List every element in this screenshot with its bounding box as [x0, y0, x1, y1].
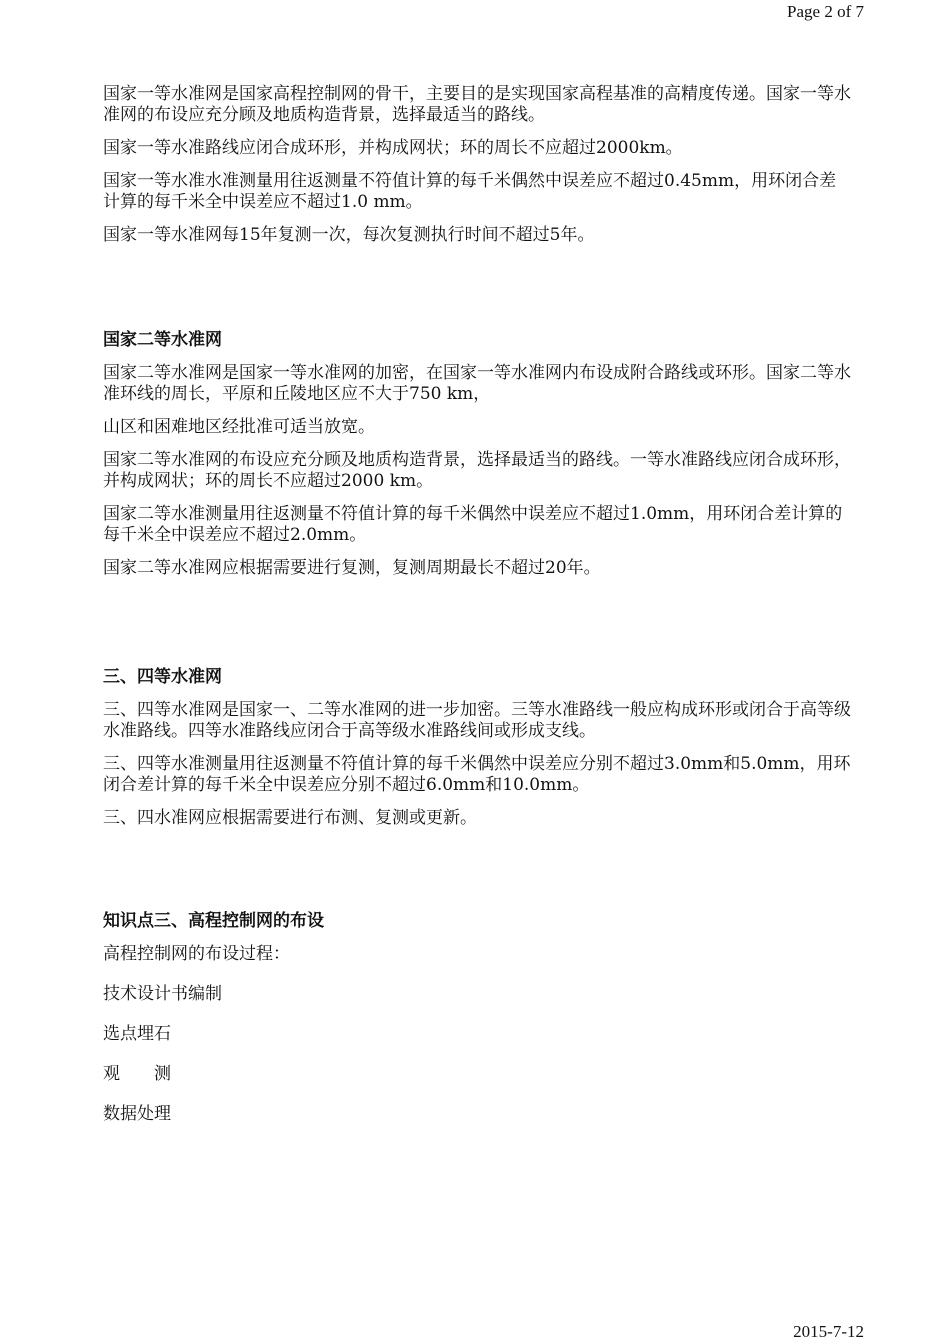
- document-body: [103, 84, 853, 1144]
- steps-intro: 高程控制网的布设过程：: [103, 944, 290, 964]
- paragraph: 国家一等水准路线应闭合成环形，并构成网状；环的周长不应超过2000km。: [103, 138, 683, 158]
- paragraph: 国家一等水准水准测量用往返测量不符值计算的每千米偶然中误差应不超过0.45mm，用环闭合差计算的每千米全中误差应不超过1.0 mm。: [103, 171, 837, 212]
- paragraph: 三、四等水准测量用往返测量不符值计算的每千米偶然中误差应分别不超过3.0mm和5.0mm，用环闭合差计算的每千米全中误差应分别不超过6.0mm和10.0mm。: [103, 754, 851, 795]
- paragraph: 国家二等水准网的布设应充分顾及地质构造背景，选择最适当的路线。一等水准路线应闭合成环形，并构成网状；环的周长不应超过2000 km。: [103, 450, 851, 491]
- section-heading: 三、四等水准网: [103, 667, 222, 687]
- section-third-fourth-order-network: [103, 667, 853, 829]
- section-heading: 国家二等水准网: [103, 330, 222, 350]
- section-second-order-network: [103, 330, 853, 579]
- section-knowledge-point-three: [103, 911, 853, 1125]
- list-item: 数据处理: [103, 1104, 171, 1124]
- paragraph: 国家一等水准网每15年复测一次，每次复测执行时间不超过5年。: [103, 225, 595, 245]
- paragraph: 国家一等水准网是国家高程控制网的骨干，主要目的是实现国家高程基准的高精度传递。国家一等水准网的布设应充分顾及地质构造背景，选择最适当的路线。: [103, 84, 851, 125]
- section-first-order-network: [103, 84, 853, 246]
- paragraph: 国家二等水准网应根据需要进行复测，复测周期最长不超过20年。: [103, 558, 601, 578]
- paragraph: 三、四水准网应根据需要进行布测、复测或更新。: [103, 808, 477, 828]
- print-date: 2015-7-12: [793, 1322, 864, 1341]
- list-item: 观 测: [103, 1064, 171, 1084]
- paragraph: 国家二等水准测量用往返测量不符值计算的每千米偶然中误差应不超过1.0mm，用环闭合差计算的每千米全中误差应不超过2.0mm。: [103, 504, 843, 545]
- paragraph: 山区和困难地区经批准可适当放宽。: [103, 417, 375, 437]
- paragraph: 国家二等水准网是国家一等水准网的加密，在国家一等水准网内布设成附合路线或环形。国家二等水准环线的周长，平原和丘陵地区应不大于750 km，: [103, 363, 851, 404]
- section-heading: 知识点三、高程控制网的布设: [103, 911, 324, 931]
- list-item: 选点埋石: [103, 1024, 171, 1044]
- paragraph: 三、四等水准网是国家一、二等水准网的进一步加密。三等水准路线一般应构成环形或闭合于高等级水准路线。四等水准路线应闭合于高等级水准路线间或形成支线。: [103, 700, 851, 741]
- list-item: 技术设计书编制: [103, 984, 222, 1004]
- page-number: Page 2 of 7: [787, 2, 864, 21]
- steps-list: [103, 944, 853, 1125]
